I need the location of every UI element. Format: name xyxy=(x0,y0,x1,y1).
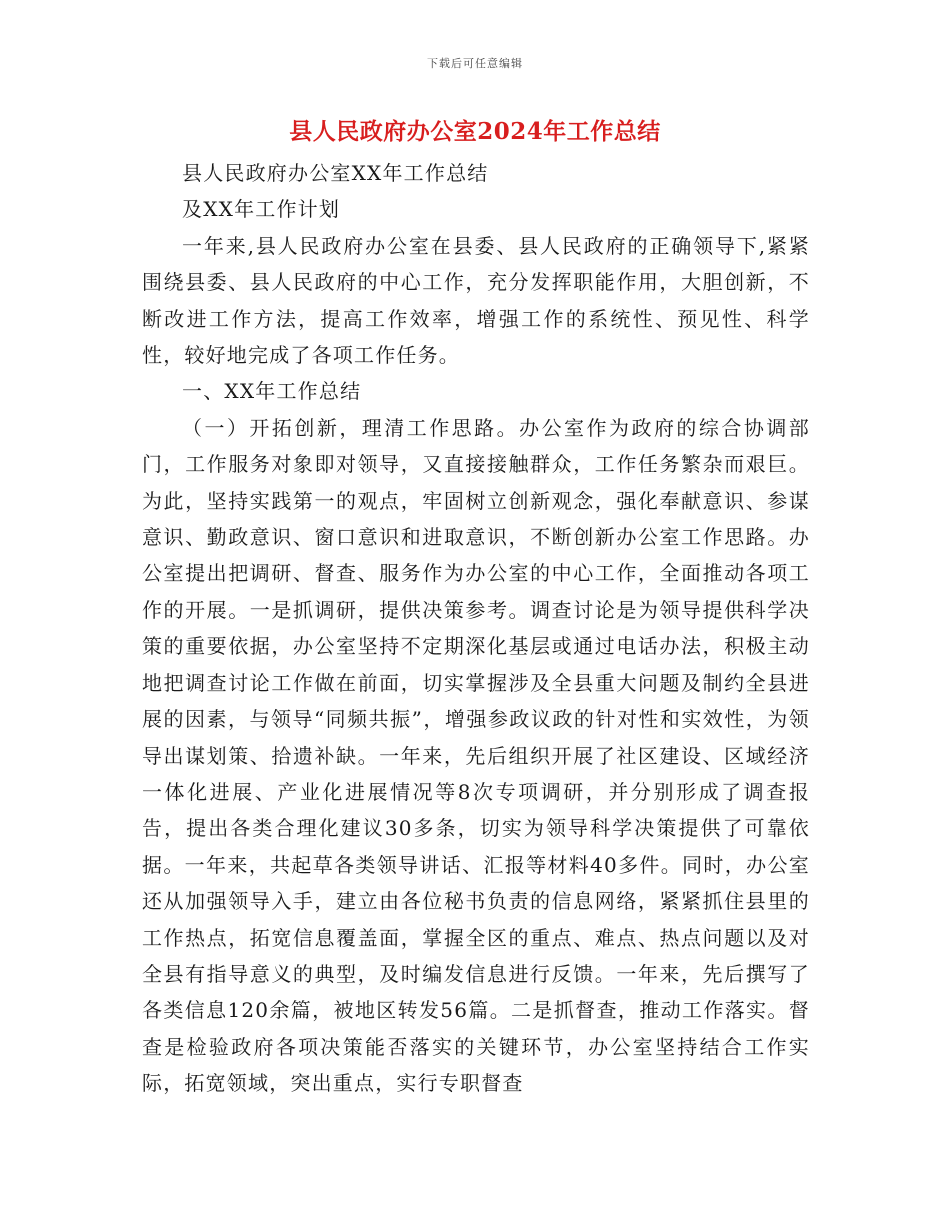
document-title: 县人民政府办公室2024年工作总结 xyxy=(289,118,661,145)
paragraph-intro: 一年来,县人民政府办公室在县委、县人民政府的正确领导下,紧紧围绕县委、县人民政府的中心工作，充分发挥职能作用，大胆创新，不断改进工作方法，提高工作效率，增强工作的系统性、预见性、科学性，较好地完成了各项工作任务。 xyxy=(142,233,810,368)
section-heading: 一、XX年工作总结 xyxy=(182,379,362,404)
paragraph-subtitle-line2: 及XX年工作计划 xyxy=(182,197,341,222)
paragraph-section-1: （一）开拓创新，理清工作思路。办公室作为政府的综合协调部门，工作服务对象即对领导，又直接接触群众，工作任务繁杂而艰巨。为此，坚持实践第一的观点，牢固树立创新观念，强化奉献意识、参谋意识、勤政意识、窗口意识和进取意识，不断创新办公室工作思路。办公室提出把调研、督查、服务作为办公室的中心工作，全面推动各项工作的开展。一是抓调研，提供决策参考。调查讨论是为领导提供科学决策的重要依据，办公室坚持不定期深化基层或通过电话办法，积极主动地把调查讨论工作做在前面，切实掌握涉及全县重大问题及制约全县进展的因素，与领导“同频共振”，增强参政议政的针对性和实效性，为领导出谋划策、拾遗补缺。一年来，先后组织开展了社区建设、区域经济一体化进展、产业化进展情况等8次专项调研，并分别形成了调查报告，提出各类合理化建议30多条，切实为领导科学决策提供了可靠依据。一年来，共起草各类领导讲话、汇报等材料40多件。同时，办公室还从加强领导入手，建立由各位秘书负责的信息网络，紧紧抓住县里的工作热点，拓宽信息覆盖面，掌握全区的重点、难点、热点问题以及对全县有指导意义的典型，及时编发信息进行反馈。一年来，先后撰写了各类信息120余篇，被地区转发56篇。二是抓督查，推动工作落实。督查是检验政府各项决策能否落实的关键环节，办公室坚持结合工作实际，拓宽领域，突出重点，实行专职督查 xyxy=(142,415,810,1096)
paragraph-subtitle-line1: 县人民政府办公室XX年工作总结 xyxy=(182,161,489,185)
document-body xyxy=(142,155,810,1102)
header-note: 下载后可任意编辑 xyxy=(427,57,523,70)
